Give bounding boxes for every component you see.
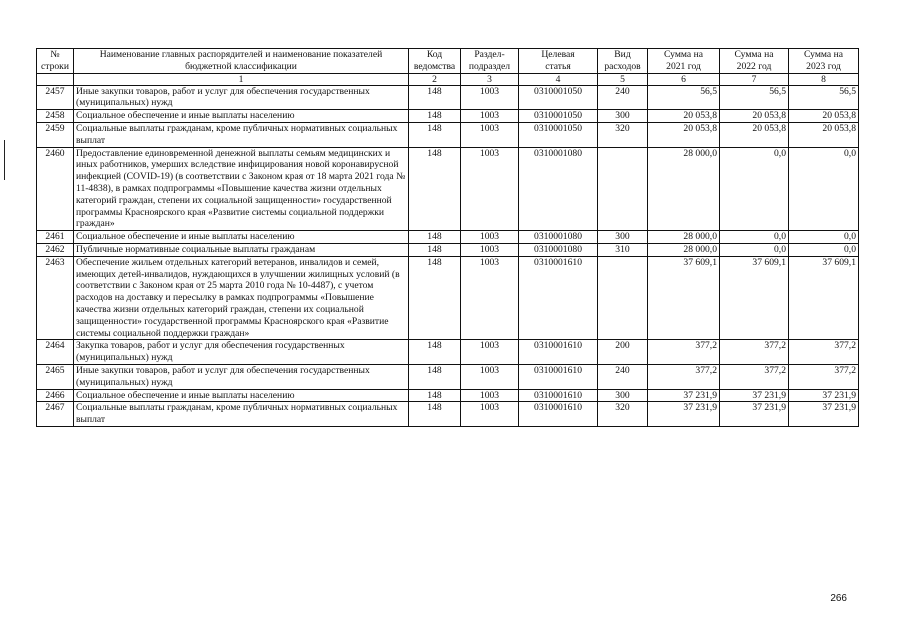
row-sum-2023: 37 231,9 [789, 389, 859, 402]
row-sum-2022: 20 053,8 [720, 122, 789, 147]
row-sum-2023: 377,2 [789, 364, 859, 389]
table-body [37, 85, 859, 426]
header-section: Раздел- подраздел [461, 49, 519, 74]
row-sum-2023: 377,2 [789, 340, 859, 365]
row-name: Публичные нормативные социальные выплаты гражданам [74, 243, 409, 256]
column-index [37, 73, 74, 85]
row-sum-2023: 20 053,8 [789, 122, 859, 147]
page-number: 266 [830, 593, 847, 604]
row-sum-2021: 56,5 [648, 85, 720, 110]
row-sum-2021: 37 609,1 [648, 256, 720, 340]
row-section: 1003 [461, 231, 519, 244]
row-name: Социальное обеспечение и иные выплаты населению [74, 231, 409, 244]
row-expense-type: 300 [598, 389, 648, 402]
row-sum-2022: 56,5 [720, 85, 789, 110]
table-row [37, 402, 859, 427]
row-expense-type: 320 [598, 122, 648, 147]
header-row [37, 49, 859, 74]
row-dept-code: 148 [409, 340, 461, 365]
row-dept-code: 148 [409, 389, 461, 402]
row-number: 2464 [37, 340, 74, 365]
header-target-article: Целевая статья [519, 49, 598, 74]
row-expense-type [598, 256, 648, 340]
table-row [37, 147, 859, 231]
column-index-row [37, 73, 859, 85]
row-dept-code: 148 [409, 364, 461, 389]
row-dept-code: 148 [409, 110, 461, 123]
header-expense-type: Вид расходов [598, 49, 648, 74]
row-sum-2022: 0,0 [720, 231, 789, 244]
row-sum-2023: 37 231,9 [789, 402, 859, 427]
row-target-article: 0310001610 [519, 364, 598, 389]
row-sum-2021: 28 000,0 [648, 231, 720, 244]
row-name: Социальное обеспечение и иные выплаты населению [74, 110, 409, 123]
row-name: Закупка товаров, работ и услуг для обеспечения государственных (муниципальных) нужд [74, 340, 409, 365]
table-row [37, 243, 859, 256]
row-expense-type: 310 [598, 243, 648, 256]
row-section: 1003 [461, 147, 519, 231]
row-target-article: 0310001610 [519, 256, 598, 340]
row-number: 2458 [37, 110, 74, 123]
row-name: Социальные выплаты гражданам, кроме публичных нормативных социальных выплат [74, 402, 409, 427]
row-expense-type: 300 [598, 110, 648, 123]
row-name: Иные закупки товаров, работ и услуг для обеспечения государственных (муниципальных) нужд [74, 364, 409, 389]
table-row [37, 110, 859, 123]
column-index: 6 [648, 73, 720, 85]
margin-mark [4, 140, 5, 180]
row-sum-2022: 37 231,9 [720, 389, 789, 402]
table-row [37, 389, 859, 402]
row-expense-type: 240 [598, 364, 648, 389]
row-sum-2021: 28 000,0 [648, 147, 720, 231]
row-sum-2023: 37 609,1 [789, 256, 859, 340]
row-sum-2021: 20 053,8 [648, 110, 720, 123]
row-dept-code: 148 [409, 243, 461, 256]
row-number: 2459 [37, 122, 74, 147]
row-dept-code: 148 [409, 85, 461, 110]
row-sum-2021: 377,2 [648, 340, 720, 365]
header-row-number: № строки [37, 49, 74, 74]
column-index: 5 [598, 73, 648, 85]
table-row [37, 340, 859, 365]
row-dept-code: 148 [409, 122, 461, 147]
row-name: Предоставление единовременной денежной выплаты семьям медицинских и иных работников, умерших вследствие инфицирования новой коронавирусной инфекцией (COVID-19) (в соответствии с Законом края от 18 марта 2021 года № 11-4838), в рамках подпрограммы «Повышение качества жизни отдельных категорий граждан, степени их социальной защищенности» государственной программы Красноярского края «Развитие системы социальной поддержки граждан» [74, 147, 409, 231]
row-sum-2021: 37 231,9 [648, 402, 720, 427]
column-index: 8 [789, 73, 859, 85]
row-target-article: 0310001080 [519, 147, 598, 231]
row-name: Социальные выплаты гражданам, кроме публичных нормативных социальных выплат [74, 122, 409, 147]
row-name: Обеспечение жильем отдельных категорий ветеранов, инвалидов и семей, имеющих детей-инвалидов, нуждающихся в улучшении жилищных условий (в соответствии с Законом края от 25 марта 2010 года № 10-4487), с учетом расходов на доставку и пересылку в рамках подпрограммы «Повышение качества жизни отдельных категорий граждан, степени их социальной защищенности» государственной программы Красноярского края «Развитие системы социальной поддержки граждан» [74, 256, 409, 340]
row-expense-type: 320 [598, 402, 648, 427]
row-target-article: 0310001050 [519, 122, 598, 147]
row-target-article: 0310001050 [519, 85, 598, 110]
row-sum-2022: 377,2 [720, 340, 789, 365]
column-index: 3 [461, 73, 519, 85]
row-dept-code: 148 [409, 147, 461, 231]
row-sum-2022: 20 053,8 [720, 110, 789, 123]
row-dept-code: 148 [409, 231, 461, 244]
row-expense-type: 200 [598, 340, 648, 365]
header-sum-2023: Сумма на 2023 год [789, 49, 859, 74]
row-section: 1003 [461, 389, 519, 402]
row-section: 1003 [461, 364, 519, 389]
column-index: 2 [409, 73, 461, 85]
row-number: 2457 [37, 85, 74, 110]
row-section: 1003 [461, 256, 519, 340]
row-target-article: 0310001080 [519, 243, 598, 256]
column-index: 7 [720, 73, 789, 85]
table-row [37, 122, 859, 147]
budget-table [36, 48, 859, 427]
table-row [37, 364, 859, 389]
row-sum-2021: 377,2 [648, 364, 720, 389]
row-expense-type [598, 147, 648, 231]
row-sum-2023: 20 053,8 [789, 110, 859, 123]
row-sum-2022: 0,0 [720, 147, 789, 231]
header-sum-2021: Сумма на 2021 год [648, 49, 720, 74]
row-sum-2021: 37 231,9 [648, 389, 720, 402]
row-section: 1003 [461, 402, 519, 427]
row-section: 1003 [461, 110, 519, 123]
row-target-article: 0310001610 [519, 402, 598, 427]
row-number: 2467 [37, 402, 74, 427]
row-number: 2466 [37, 389, 74, 402]
row-dept-code: 148 [409, 402, 461, 427]
table-row [37, 231, 859, 244]
column-index: 1 [74, 73, 409, 85]
row-sum-2023: 0,0 [789, 243, 859, 256]
row-target-article: 0310001610 [519, 340, 598, 365]
row-name: Социальное обеспечение и иные выплаты населению [74, 389, 409, 402]
row-sum-2022: 37 231,9 [720, 402, 789, 427]
row-sum-2022: 377,2 [720, 364, 789, 389]
row-name: Иные закупки товаров, работ и услуг для обеспечения государственных (муниципальных) нужд [74, 85, 409, 110]
row-expense-type: 300 [598, 231, 648, 244]
row-expense-type: 240 [598, 85, 648, 110]
table-row [37, 256, 859, 340]
row-section: 1003 [461, 340, 519, 365]
header-dept-code: Код ведомства [409, 49, 461, 74]
row-sum-2021: 20 053,8 [648, 122, 720, 147]
row-section: 1003 [461, 243, 519, 256]
row-sum-2023: 56,5 [789, 85, 859, 110]
column-index: 4 [519, 73, 598, 85]
row-sum-2022: 37 609,1 [720, 256, 789, 340]
row-sum-2022: 0,0 [720, 243, 789, 256]
row-number: 2463 [37, 256, 74, 340]
row-section: 1003 [461, 85, 519, 110]
row-target-article: 0310001050 [519, 110, 598, 123]
row-sum-2023: 0,0 [789, 231, 859, 244]
row-dept-code: 148 [409, 256, 461, 340]
header-sum-2022: Сумма на 2022 год [720, 49, 789, 74]
row-sum-2023: 0,0 [789, 147, 859, 231]
row-number: 2460 [37, 147, 74, 231]
row-number: 2462 [37, 243, 74, 256]
row-target-article: 0310001080 [519, 231, 598, 244]
row-number: 2461 [37, 231, 74, 244]
row-target-article: 0310001610 [519, 389, 598, 402]
row-number: 2465 [37, 364, 74, 389]
header-name: Наименование главных распорядителей и наименование показателей бюджетной классификации [74, 49, 409, 74]
row-sum-2021: 28 000,0 [648, 243, 720, 256]
row-section: 1003 [461, 122, 519, 147]
table-row [37, 85, 859, 110]
